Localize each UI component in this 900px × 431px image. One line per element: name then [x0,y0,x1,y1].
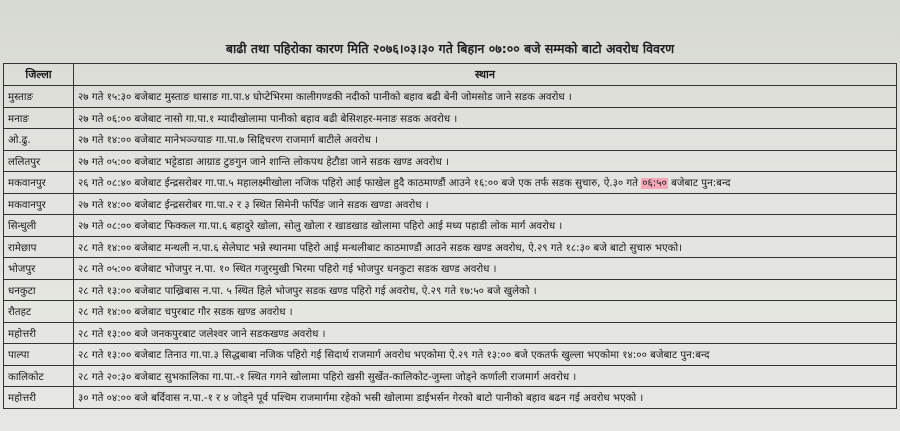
district-cell: कालिकोट [4,365,74,387]
table-row [4,279,897,301]
document-title: बाढी तथा पहिरोका कारण मिति २०७६।०३।३० गते बिहान ०७:०० बजे सम्मको बाटो अवरोध विवरण [225,41,675,56]
table-row [4,150,897,172]
district-cell: ओ.ढु. [4,129,74,151]
district-cell: रौतहट [4,301,74,323]
place-cell: २८ गते २०:३० बजेबाट सुभकालिका गा.पा.-१ स्थित गगने खोलामा पहिरो खसी सुर्खेत-कालिकोट-जुम्ला जोड्ने कर्णाली राजमार्ग अवरोध । [74,365,897,387]
highlighted-time: ०६:५० [642,178,667,190]
place-cell: २७ गते ०८:०० बजेबाट फिक्कल गा.पा.६ बहादुरे खोला, सोलु खोला र खाडखाड खोलामा पहिरो आई मध्य पहाडी लोक मार्ग अवरोध । [74,215,897,237]
district-cell: ललितपुर [4,150,74,172]
place-cell: २८ गते ०५:०० बजेबाट भोजपुर न.पा. १० स्थित गजुरमुखी भिरमा पहिरो गई भोजपुर धनकुटा सडक खण्ड अवरोध । [74,258,897,280]
table-row [4,344,897,366]
table-row [4,236,897,258]
table-row [4,107,897,129]
place-text: २६ गते ०८:४० बजेबाट ईन्द्रसरोबर गा.पा.५ महालक्ष्मीखोला नजिक पहिरो आई फाखेल हुदै काठमाण्डौं आउने १६:०० बजे एक तर्फ सडक सुचारु, ऐ.३० गते [78,178,638,190]
place-cell: २८ गते १३:०० बजेबाट पाख्रिबास न.पा. ५ स्थित हिले भोजपुर सडक खण्ड पहिरो गई अवरोध, ऐ.२९ गते १७:५० बजे खुलेको । [74,279,897,301]
table-row [4,301,897,323]
place-cell: २८ गते १४:०० बजेबाट मन्थली न.पा.६ सेलेघाट भन्ने स्थानमा पहिरो आई मन्थलीबाट काठमाण्डौं आउने सडक खण्ड अवरोध, ऐ.२९ गते १८:३० बजे बाटो सुचारु भएको। [74,236,897,258]
table-row [4,193,897,215]
table-row [4,322,897,344]
place-cell: २७ गते १४:०० बजेबाट मानेभञ्ज्याङ गा.पा.७ सिद्दिचरण राजमार्ग बाटीले अवरोध । [74,129,897,151]
road-blockage-table [3,63,897,409]
column-header-place: स्थान [74,64,897,86]
place-cell: २८ गते १३:०० बजेबाट तिनाउ गा.पा.३ सिद्धबाबा नजिक पहिरो गई सिदार्थ राजमार्ग अवरोध भएकोमा ऐ.२९ गते १३:०० बजे एकतर्फ खुल्ला भएकोमा १४:०० बजेबाट पुन:बन्द [74,344,897,366]
district-cell: धनकुटा [4,279,74,301]
table-header-row [4,64,897,86]
table-row [4,172,897,194]
district-cell: महोत्तरी [4,322,74,344]
place-cell: २८ गते १३:०० बजे जनकपुरबाट जलेश्वर जाने सडकखण्ड अवरोध । [74,322,897,344]
district-cell: मनाङ [4,107,74,129]
place-cell: २८ गते १४:०० बजेबाट चपुरबाट गौर सडक खण्ड अवरोध । [74,301,897,323]
place-text-after: बजेबाट पुन:बन्द [671,178,731,190]
table-row [4,129,897,151]
district-cell: मकवानपुर [4,172,74,194]
district-cell: पाल्पा [4,344,74,366]
table-row [4,86,897,108]
district-cell: भोजपुर [4,258,74,280]
column-header-district: जिल्ला [4,64,74,86]
place-cell: २७ गते १५:३० बजेबाट मुस्ताङ थासाङ गा.पा.४ घोप्टेभिरमा कालीगण्डकी नदीको पानीको बहाव बढी बेनी जोमसोड जाने सडक अवरोध । [74,86,897,108]
district-cell: महोत्तरी [4,387,74,409]
place-cell: २७ गते ०६:०० बजेबाट नासो गा.पा.१ म्यादीखोलामा पानीको बहाव बढी बेसिशहर-मनाङ सडक अवरोध । [74,107,897,129]
place-cell: २७ गते १४:०० बजेबाट ईन्द्रसरोबर गा.पा.२ र ३ स्थित सिमेनी फर्पिङ जाने सडक खण्डा अवरोध । [74,193,897,215]
district-cell: रामेछाप [4,236,74,258]
table-row [4,258,897,280]
place-cell [74,172,897,194]
district-cell: सिन्धुली [4,215,74,237]
place-cell: ३० गते ०४:०० बजे बर्दिवास न.पा.-१ र ४ जोड्ने पूर्व पश्चिम राजमार्गमा रहेको भस्री खोलामा डाईभर्सन गेरको बाटो पानीको बहाव बढन गई अवरोध भएको । [74,387,897,409]
table-row [4,215,897,237]
district-cell: मुस्ताङ [4,86,74,108]
table-row [4,387,897,409]
table-row [4,365,897,387]
place-cell: २७ गते ०५:०० बजेबाट भट्टेडाडा आग्राड टुङगुन जाने शान्ति लोकपथ हेटौडा जाने सडक खण्ड अवरोध । [74,150,897,172]
district-cell: मकवानपुर [4,193,74,215]
